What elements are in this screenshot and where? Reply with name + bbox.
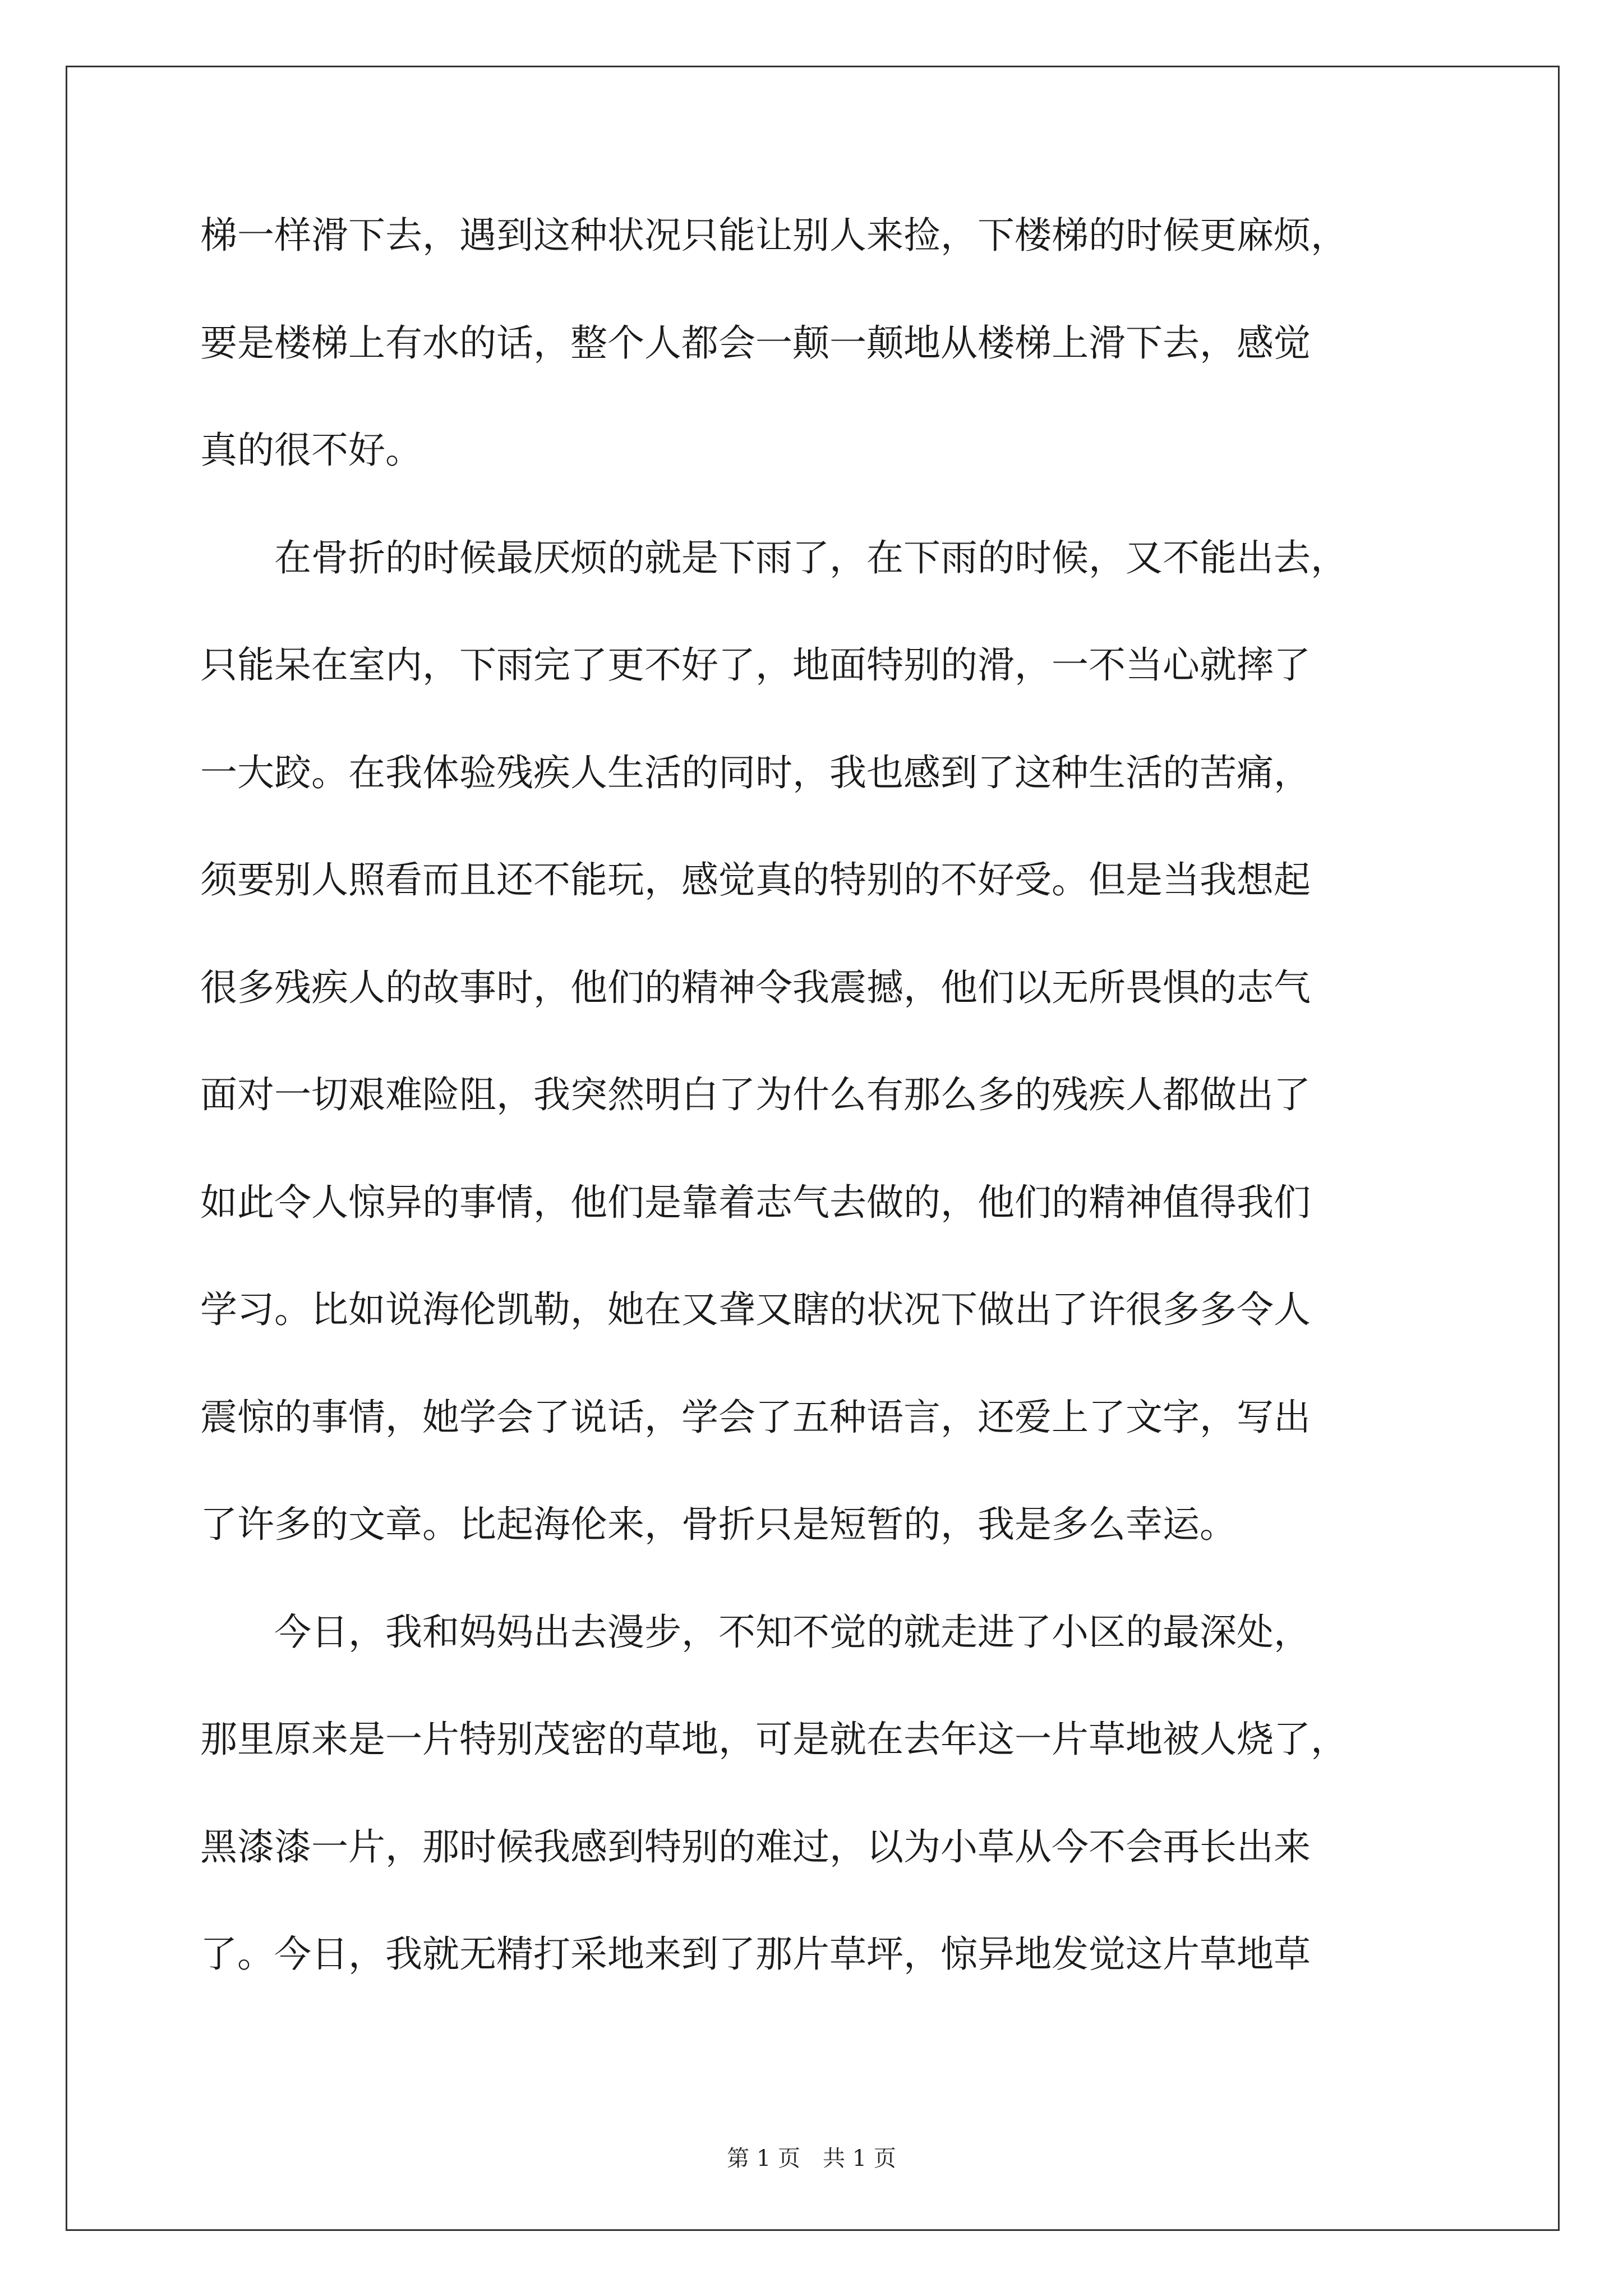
page-number-footer: 第 1 页 共 1 页 bbox=[727, 2146, 896, 2171]
text-line: 要是楼梯上有水的话，整个人都会一颠一颠地从楼梯上滑下去，感觉 bbox=[200, 321, 1311, 365]
text-line: 只能呆在室内，下雨完了更不好了，地面特别的滑，一不当心就摔了 bbox=[200, 643, 1311, 687]
text-line: 今日，我和妈妈出去漫步，不知不觉的就走进了小区的最深处， bbox=[200, 1610, 1311, 1654]
text-line: 黑漆漆一片，那时候我感到特别的难过，以为小草从今不会再长出来 bbox=[200, 1825, 1311, 1869]
text-line: 震惊的事情，她学会了说话，学会了五种语言，还爱上了文字，写出 bbox=[200, 1395, 1311, 1439]
text-line: 了。今日，我就无精打采地来到了那片草坪，惊异地发觉这片草地草 bbox=[200, 1932, 1311, 1976]
text-line: 梯一样滑下去，遇到这种状况只能让别人来捡，下楼梯的时候更麻烦， bbox=[200, 214, 1348, 257]
text-line: 很多残疾人的故事时，他们的精神令我震撼，他们以无所畏惧的志气 bbox=[200, 965, 1311, 1009]
text-line: 了许多的文章。比起海伦来，骨折只是短暂的，我是多么幸运。 bbox=[200, 1503, 1237, 1546]
text-line: 须要别人照看而且还不能玩，感觉真的特别的不好受。但是当我想起 bbox=[200, 858, 1311, 901]
text-line: 一大跤。在我体验残疾人生活的同时，我也感到了这种生活的苦痛， bbox=[200, 751, 1311, 794]
text-line: 面对一切艰难险阻，我突然明白了为什么有那么多的残疾人都做出了 bbox=[200, 1073, 1311, 1116]
text-line: 如此令人惊异的事情，他们是靠着志气去做的，他们的精神值得我们 bbox=[200, 1180, 1311, 1224]
text-line: 真的很不好。 bbox=[200, 429, 422, 472]
text-line: 那里原来是一片特别茂密的草地，可是就在去年这一片草地被人烧了， bbox=[200, 1718, 1348, 1761]
text-line: 学习。比如说海伦凯勒，她在又聋又瞎的状况下做出了许很多多令人 bbox=[200, 1288, 1311, 1331]
text-line: 在骨折的时候最厌烦的就是下雨了，在下雨的时候，又不能出去， bbox=[200, 536, 1348, 579]
document-body bbox=[200, 198, 1434, 2024]
